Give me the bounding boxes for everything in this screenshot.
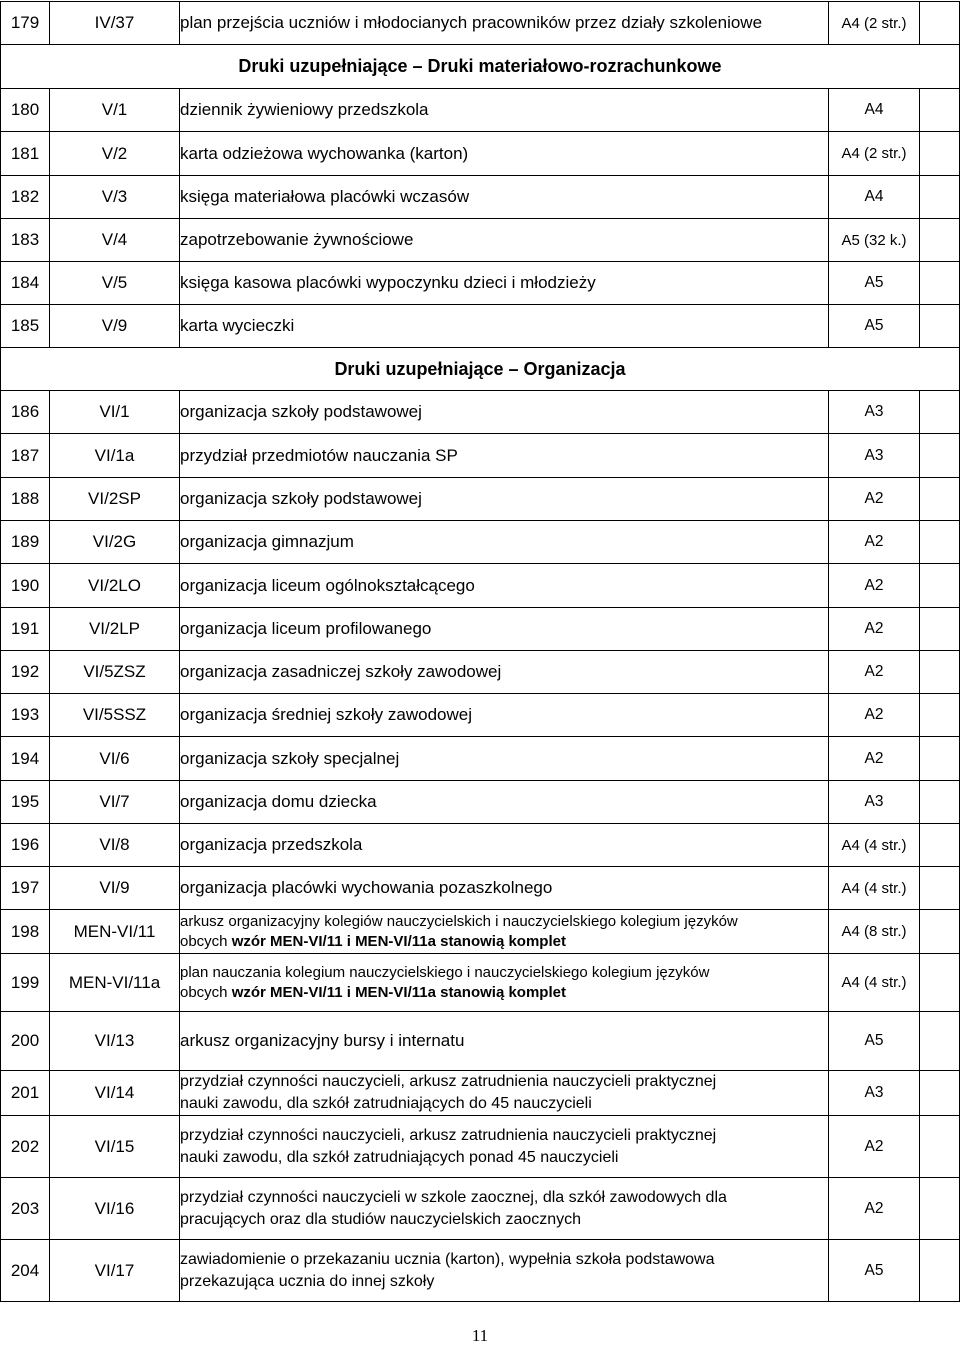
form-code: VI/7 [50,781,180,824]
row-number: 199 [1,954,50,1012]
table-row [1,219,960,262]
table-row [1,262,960,305]
form-name-text: przekazująca ucznia do innej szkoły [180,1272,435,1290]
form-format: A4 (4 str.) [829,867,920,910]
table-row [1,954,960,1012]
form-name: księga kasowa placówki wypoczynku dzieci i młodzieży [180,262,829,305]
form-code: VI/9 [50,867,180,910]
blank-cell [920,89,960,132]
form-name-line: przydział czynności nauczycieli w szkole zaocznej, dla szkół zawodowych dla [180,1188,727,1206]
row-number: 203 [1,1178,50,1240]
form-name-line: przydział czynności nauczycieli, arkusz zatrudnienia nauczycieli praktycznej [180,1073,717,1090]
blank-cell [920,1116,960,1178]
form-name: organizacja liceum ogólnokształcącego [180,564,829,608]
row-number: 197 [1,867,50,910]
table-row [1,867,960,910]
table-row [1,1178,960,1240]
row-number: 188 [1,478,50,521]
form-format: A2 [829,521,920,564]
form-name: karta wycieczki [180,305,829,348]
form-name: organizacja placówki wychowania pozaszkolnego [180,867,829,910]
row-number: 191 [1,608,50,651]
table-row [1,434,960,478]
page-number: 11 [471,1326,489,1345]
row-number: 179 [1,2,50,45]
form-name [180,1116,829,1178]
form-name: organizacja zasadniczej szkoły zawodowej [180,651,829,694]
table-row [1,608,960,651]
form-code: VI/17 [50,1240,180,1302]
form-code: VI/1 [50,391,180,434]
form-code: VI/13 [50,1012,180,1071]
form-code: VI/2G [50,521,180,564]
form-format: A5 [829,1012,920,1071]
form-name: plan przejścia uczniów i młodocianych pracowników przez działy szkoleniowe [180,2,829,45]
form-format: A2 [829,1116,920,1178]
form-code: V/9 [50,305,180,348]
row-number: 182 [1,176,50,219]
form-format: A2 [829,478,920,521]
table-row [1,694,960,737]
table-row [1,781,960,824]
row-number: 192 [1,651,50,694]
blank-cell [920,781,960,824]
table-row [1,305,960,348]
form-name-line [180,1271,828,1293]
row-number: 193 [1,694,50,737]
form-code: MEN-VI/11a [50,954,180,1012]
form-code: VI/2LO [50,564,180,608]
form-format: A4 [829,176,920,219]
blank-cell [920,824,960,867]
form-code: V/5 [50,262,180,305]
row-number: 183 [1,219,50,262]
table-row [1,824,960,867]
row-number: 200 [1,1012,50,1071]
form-name: przydział przedmiotów nauczania SP [180,434,829,478]
form-name [180,910,829,954]
table-row [1,176,960,219]
blank-cell [920,521,960,564]
form-format: A3 [829,391,920,434]
section-title: Druki uzupełniające – Druki materiałowo-rozrachunkowe [1,45,960,89]
table-row [1,1071,960,1116]
table-row [1,1012,960,1071]
row-number: 202 [1,1116,50,1178]
form-name-line [180,1209,828,1231]
blank-cell [920,651,960,694]
form-format: A5 [829,305,920,348]
form-name: organizacja średniej szkoły zawodowej [180,694,829,737]
table-row [1,2,960,45]
table-row [1,89,960,132]
form-name-line [180,1147,828,1169]
row-number: 187 [1,434,50,478]
form-code: VI/1a [50,434,180,478]
form-format: A2 [829,737,920,781]
form-code: V/3 [50,176,180,219]
form-code: VI/2SP [50,478,180,521]
form-format: A2 [829,694,920,737]
row-number: 181 [1,132,50,176]
blank-cell [920,867,960,910]
blank-cell [920,1071,960,1116]
form-format: A2 [829,564,920,608]
form-format: A5 [829,262,920,305]
table-row [1,564,960,608]
form-code: VI/15 [50,1116,180,1178]
table-row [1,1240,960,1302]
table-row [1,478,960,521]
form-format: A5 [829,1240,920,1302]
form-name-text: nauki zawodu, dla szkół zatrudniających do 45 nauczycieli [180,1095,592,1112]
form-code: VI/14 [50,1071,180,1116]
form-name [180,1240,829,1302]
row-number: 195 [1,781,50,824]
blank-cell [920,132,960,176]
form-name: księga materiałowa placówki wczasów [180,176,829,219]
form-name-text: obcych [180,932,232,950]
form-format: A4 (4 str.) [829,954,920,1012]
form-format: A4 (8 str.) [829,910,920,954]
form-name: arkusz organizacyjny bursy i internatu [180,1012,829,1071]
form-name-line: arkusz organizacyjny kolegiów nauczycielskich i nauczycielskiego kolegium języków [180,912,738,930]
form-code: VI/6 [50,737,180,781]
form-code: V/1 [50,89,180,132]
form-name-line [180,932,828,952]
table-row [1,1116,960,1178]
form-name-bold-note: wzór MEN-VI/11 i MEN-VI/11a stanowią komplet [231,932,566,950]
form-code: V/2 [50,132,180,176]
form-code: VI/5ZSZ [50,651,180,694]
form-format: A2 [829,608,920,651]
form-name: organizacja domu dziecka [180,781,829,824]
form-name: organizacja szkoły podstawowej [180,478,829,521]
form-name [180,954,829,1012]
blank-cell [920,305,960,348]
section-header-row [1,45,960,89]
form-format: A5 (32 k.) [829,219,920,262]
blank-cell [920,434,960,478]
blank-cell [920,478,960,521]
form-name: dziennik żywieniowy przedszkola [180,89,829,132]
row-number: 190 [1,564,50,608]
form-name: organizacja szkoły podstawowej [180,391,829,434]
form-code: VI/2LP [50,608,180,651]
section-header-row [1,348,960,391]
row-number: 194 [1,737,50,781]
blank-cell [920,176,960,219]
blank-cell [920,219,960,262]
table-row [1,651,960,694]
form-name-line: plan nauczania kolegium nauczycielskiego i nauczycielskiego kolegium języków [180,963,710,981]
form-name [180,1071,829,1116]
table-row [1,737,960,781]
form-name-text: pracujących oraz dla studiów nauczycielskich zaocznych [180,1210,582,1228]
row-number: 198 [1,910,50,954]
blank-cell [920,2,960,45]
form-format: A2 [829,651,920,694]
form-name: karta odzieżowa wychowanka (karton) [180,132,829,176]
blank-cell [920,608,960,651]
form-format: A4 (2 str.) [829,132,920,176]
form-code: VI/8 [50,824,180,867]
blank-cell [920,910,960,954]
row-number: 184 [1,262,50,305]
blank-cell [920,391,960,434]
row-number: 201 [1,1071,50,1116]
blank-cell [920,737,960,781]
form-name-line [180,983,828,1003]
blank-cell [920,564,960,608]
table-row [1,132,960,176]
row-number: 189 [1,521,50,564]
form-name: zapotrzebowanie żywnościowe [180,219,829,262]
form-name: organizacja przedszkola [180,824,829,867]
row-number: 185 [1,305,50,348]
form-name-bold-note: wzór MEN-VI/11 i MEN-VI/11a stanowią komplet [231,983,566,1001]
blank-cell [920,1240,960,1302]
blank-cell [920,954,960,1012]
row-number: 180 [1,89,50,132]
form-code: VI/5SSZ [50,694,180,737]
blank-cell [920,694,960,737]
form-code: VI/16 [50,1178,180,1240]
form-format: A2 [829,1178,920,1240]
form-name-line [180,1093,828,1115]
forms-table-body [1,2,960,1302]
blank-cell [920,262,960,305]
form-format: A4 [829,89,920,132]
form-name: organizacja szkoły specjalnej [180,737,829,781]
row-number: 196 [1,824,50,867]
section-title: Druki uzupełniające – Organizacja [1,348,960,391]
blank-cell [920,1178,960,1240]
table-row [1,910,960,954]
table-row [1,521,960,564]
form-format: A3 [829,434,920,478]
blank-cell [920,1012,960,1071]
form-name-line: przydział czynności nauczycieli, arkusz zatrudnienia nauczycieli praktycznej [180,1126,717,1144]
form-name-text: nauki zawodu, dla szkół zatrudniających ponad 45 nauczycieli [180,1148,619,1166]
form-name-line: zawiadomienie o przekazaniu ucznia (karton), wypełnia szkoła podstawowa [180,1250,715,1268]
form-format: A4 (4 str.) [829,824,920,867]
table-row [1,391,960,434]
form-name: organizacja gimnazjum [180,521,829,564]
form-format: A3 [829,1071,920,1116]
form-code: V/4 [50,219,180,262]
row-number: 204 [1,1240,50,1302]
form-format: A3 [829,781,920,824]
form-name [180,1178,829,1240]
form-code: MEN-VI/11 [50,910,180,954]
form-code: IV/37 [50,2,180,45]
form-format: A4 (2 str.) [829,2,920,45]
forms-table [0,1,960,1302]
row-number: 186 [1,391,50,434]
form-name-text: obcych [180,983,232,1001]
form-name: organizacja liceum profilowanego [180,608,829,651]
